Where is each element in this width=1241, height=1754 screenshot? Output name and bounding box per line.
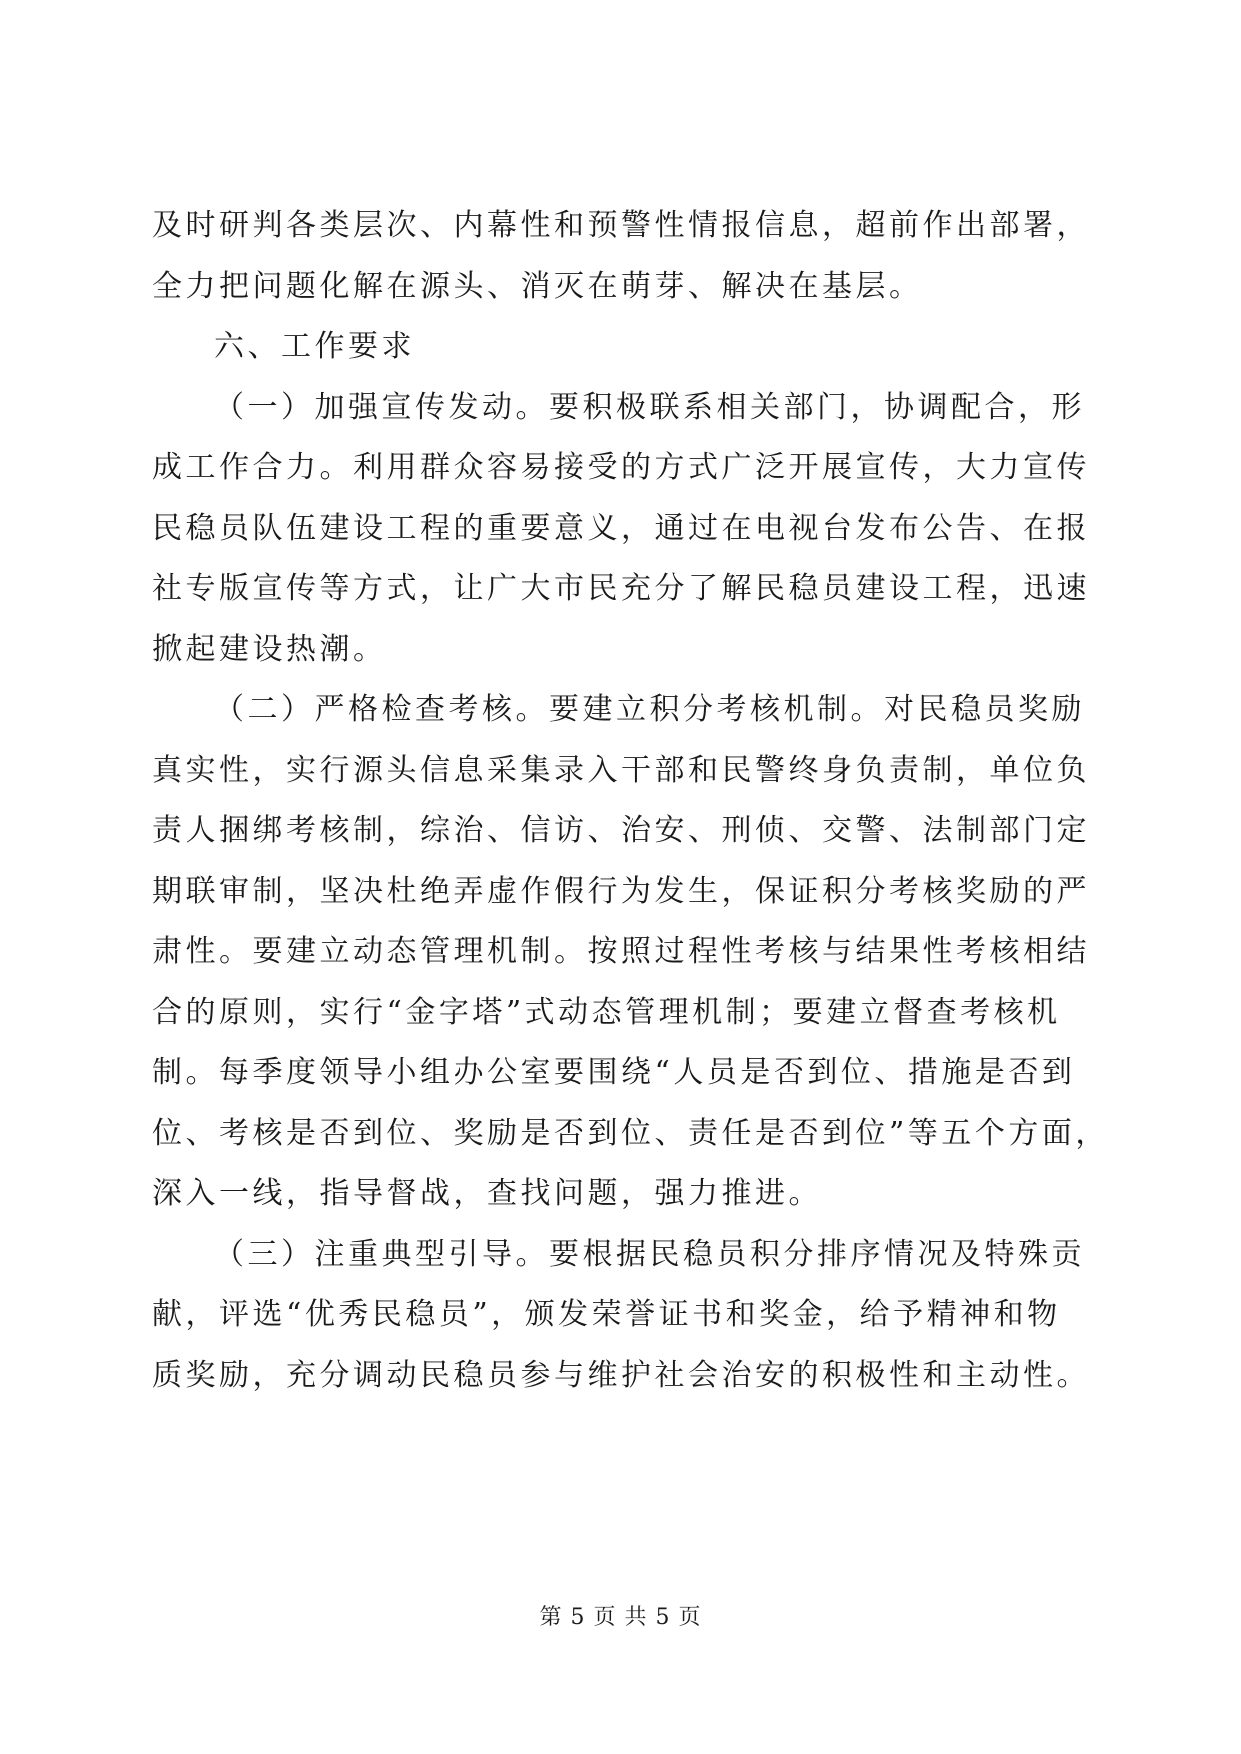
text-line-17: 深入一线，指导督战，查找问题，强力推进。 xyxy=(152,1176,822,1211)
text-line-1: 及时研判各类层次、内幕性和预警性情报信息，超前作出部署， xyxy=(152,208,1090,243)
text-line-8: 掀起建设热潮。 xyxy=(152,631,387,667)
text-line-13: 肃性。要建立动态管理机制。按照过程性考核与结果性考核相结 xyxy=(152,934,1090,969)
text-line-16: 位、考核是否到位、奖励是否到位、责任是否到位”等五个方面， xyxy=(152,1115,1109,1151)
text-line-7: 社专版宣传等方式，让广大市民充分了解民稳员建设工程，迅速 xyxy=(152,571,1090,606)
text-line-5: 成工作合力。利用群众容易接受的方式广泛开展宣传，大力宣传 xyxy=(152,450,1090,485)
text-line-15: 制。每季度领导小组办公室要围绕“人员是否到位、措施是否到 xyxy=(152,1055,1076,1090)
text-line-14: 合的原则，实行“金字塔”式动态管理机制；要建立督查考核机 xyxy=(152,994,1061,1030)
text-line-12: 期联审制，坚决杜绝弄虚作假行为发生，保证积分考核奖励的严 xyxy=(152,873,1090,909)
text-line-2: 全力把问题化解在源头、消灭在萌芽、解决在基层。 xyxy=(152,268,923,304)
text-line-6: 民稳员队伍建设工程的重要意义，通过在电视台发布公告、在报 xyxy=(152,510,1090,546)
text-line-18: （三）注重典型引导。要根据民稳员积分排序情况及特殊贡 xyxy=(214,1236,1085,1272)
text-line-11: 责人捆绑考核制，综治、信访、治安、刑侦、交警、法制部门定 xyxy=(152,813,1090,848)
text-line-9: （二）严格检查考核。要建立积分考核机制。对民稳员奖励 xyxy=(214,692,1085,727)
document-body xyxy=(152,196,1109,1406)
text-line-19: 献，评选“优秀民稳员”，颁发荣誉证书和奖金，给予精神和物 xyxy=(152,1297,1061,1332)
text-line-10: 真实性，实行源头信息采集录入干部和民警终身负责制，单位负 xyxy=(152,752,1090,788)
text-line-20: 质奖励，充分调动民稳员参与维护社会治安的积极性和主动性。 xyxy=(152,1357,1090,1393)
section-heading: 六、工作要求 xyxy=(214,329,415,364)
text-line-4: （一）加强宣传发动。要积极联系相关部门，协调配合，形 xyxy=(214,389,1085,425)
page-number-footer: 第 5 页 共 5 页 xyxy=(539,1605,702,1630)
